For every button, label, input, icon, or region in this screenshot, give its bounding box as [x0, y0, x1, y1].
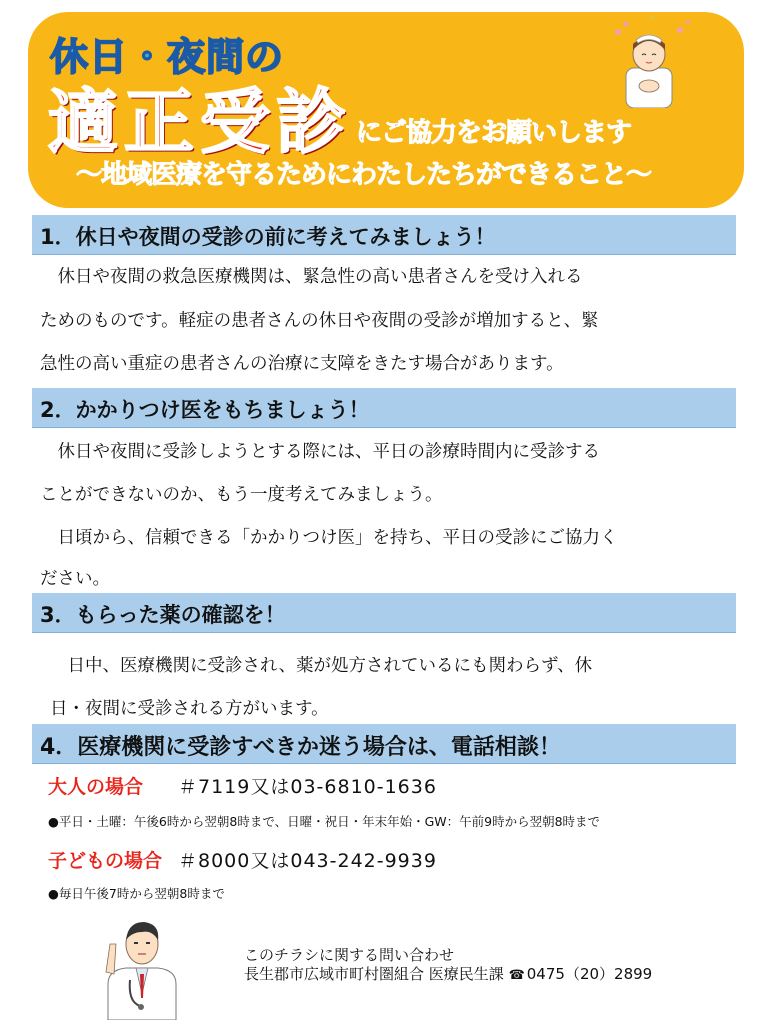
banner-title-main: 適正受診	[48, 81, 352, 163]
banner-title-line1: 休日・夜間の	[50, 35, 285, 79]
section-heading-medicine: 3．もらった薬の確認を！	[32, 593, 736, 633]
section-heading-phone-consult: 4．医療機関に受診すべきか迷う場合は、電話相談！	[32, 724, 736, 764]
doctor-illustration-icon	[100, 914, 184, 1020]
child-label: 子どもの場合	[48, 850, 163, 872]
banner-subtitle: 〜地域医療を守るためにわたしたちができること〜	[76, 160, 652, 190]
contact-line	[244, 963, 652, 984]
contact-tel: 0475（20）2899	[526, 965, 653, 983]
section3-line2: 日・夜間に受診される方がいます。	[50, 699, 329, 719]
section1-line3: 急性の高い重症の患者さんの治療に支障をきたす場合があります。	[40, 354, 564, 374]
section2-line3: 日頃から、信頼できる「かかりつけ医」を持ち、平日の受診にご協力く	[40, 528, 618, 548]
contact-heading: このチラシに関する問い合わせ	[244, 946, 455, 964]
child-phone-number: ＃8000又は043-242-9939	[178, 850, 437, 872]
adult-hours-note: ●平日・土曜：午後6時から翌朝8時まで、日曜・祝日・年末年始・GW：午前9時から翌朝8時まで	[48, 814, 601, 829]
nurse-illustration-icon	[604, 12, 696, 108]
adult-label: 大人の場合	[48, 776, 144, 798]
section-heading-family-doctor: 2．かかりつけ医をもちましょう！	[32, 388, 736, 428]
section1-line2: ためのものです。軽症の患者さんの休日や夜間の受診が増加すると、緊	[40, 311, 599, 331]
section2-line1: 休日や夜間に受診しようとする際には、平日の診療時間内に受診する	[40, 442, 600, 462]
section1-line1: 休日や夜間の救急医療機関は、緊急性の高い患者さんを受け入れる	[40, 267, 583, 287]
section-heading-before-visit: 1．休日や夜間の受診の前に考えてみましょう！	[32, 215, 736, 255]
contact-org: 長生郡市広域市町村圏組合 医療民生課	[244, 965, 504, 983]
section3-line1: 日中、医療機関に受診され、薬が処方されているにも関わらず、休	[50, 656, 593, 676]
banner-title-request: にご協力をお願いします	[356, 118, 632, 148]
section2-line2: ことができないのか、もう一度考えてみましょう。	[40, 485, 443, 505]
section2-line4: ださい。	[40, 569, 110, 589]
child-hours-note: ●毎日午後7時から翌朝8時まで	[48, 886, 225, 901]
phone-icon: ☎	[508, 968, 525, 983]
adult-phone-number: ＃7119又は03-6810-1636	[178, 776, 437, 798]
